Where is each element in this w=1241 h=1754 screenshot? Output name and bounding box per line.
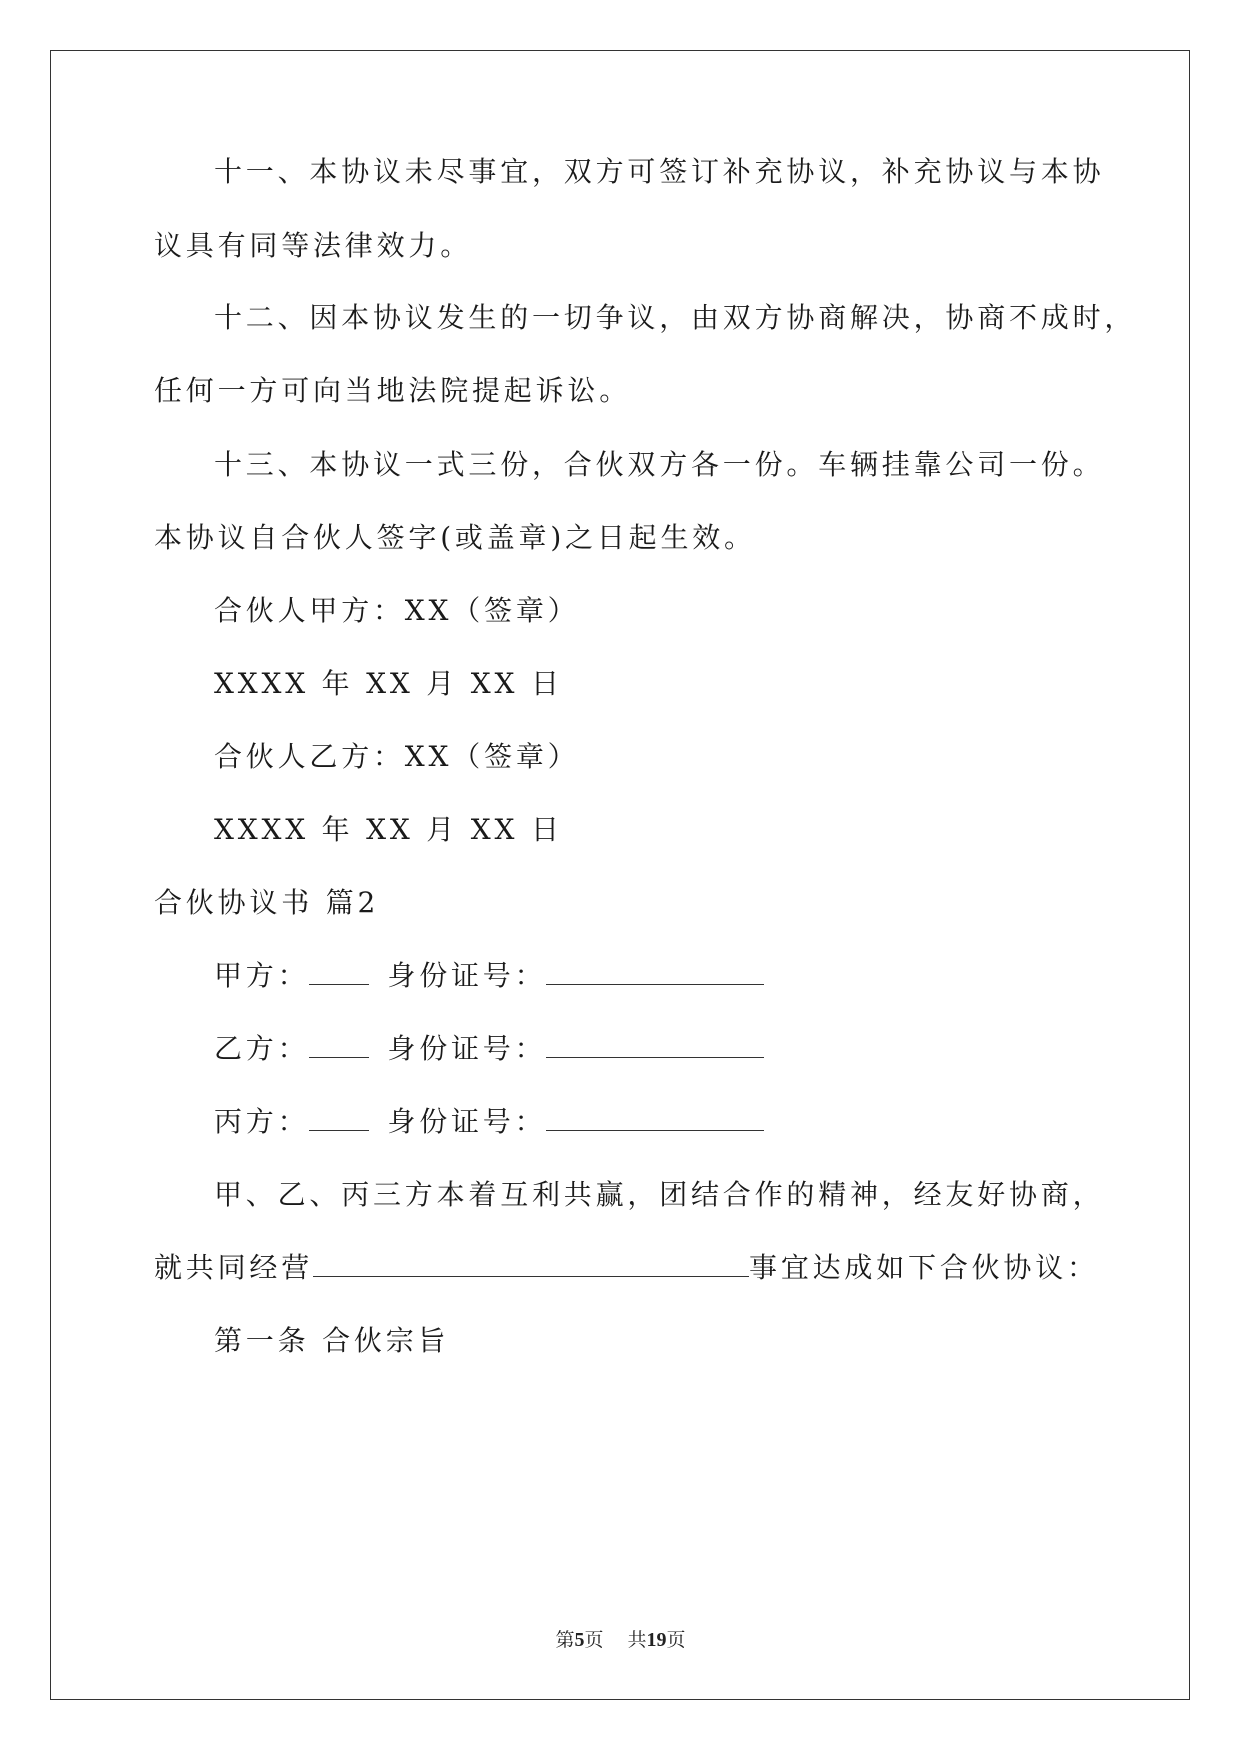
page-border (50, 50, 1190, 1700)
party-a-label: 甲方： (214, 959, 310, 992)
signature-date-b: XXXX 年 XX 月 XX 日 (214, 813, 563, 846)
page-suffix: 页 (584, 1629, 604, 1651)
party-c-name-blank (309, 1110, 369, 1131)
signature-party-b: 合伙人乙方：XX（签章） (214, 740, 580, 773)
party-a-id-blank (546, 964, 764, 985)
total-prefix: 共 (627, 1629, 647, 1651)
party-b-row (214, 1032, 1154, 1065)
party-b-name-blank (309, 1037, 369, 1058)
page-number: 5 (574, 1629, 585, 1651)
article-1-heading: 第一条 合伙宗旨 (214, 1324, 450, 1357)
clause-13-line-1: 十三、本协议一式三份，合伙双方各一份。车辆挂靠公司一份。 (214, 448, 1105, 481)
total-suffix: 页 (666, 1629, 686, 1651)
signature-party-a: 合伙人甲方：XX（签章） (214, 594, 580, 627)
intro-prefix: 就共同经营 (154, 1251, 314, 1284)
signature-date-a: XXXX 年 XX 月 XX 日 (214, 667, 563, 700)
total-pages: 19 (646, 1629, 667, 1651)
party-c-label: 丙方： (214, 1105, 310, 1138)
clause-12-line-2: 任何一方可向当地法院提起诉讼。 (154, 374, 632, 407)
party-a-id-label: 身份证号： (387, 959, 547, 992)
clause-13-line-2: 本协议自合伙人签字(或盖章)之日起生效。 (154, 521, 756, 554)
clause-11-line-1: 十一、本协议未尽事宜，双方可签订补充协议，补充协议与本协 (214, 155, 1105, 188)
party-c-id-blank (546, 1110, 764, 1131)
clause-12-line-1: 十二、因本协议发生的一切争议，由双方协商解决，协商不成时， (214, 301, 1137, 334)
party-b-id-label: 身份证号： (387, 1032, 547, 1065)
party-a-name-blank (309, 964, 369, 985)
intro-line-2 (154, 1251, 1099, 1284)
page-prefix: 第 (555, 1629, 575, 1651)
party-c-row (214, 1105, 1154, 1138)
intro-suffix: 事宜达成如下合伙协议： (749, 1251, 1099, 1284)
business-blank (313, 1256, 749, 1277)
clause-11-line-2: 议具有同等法律效力。 (154, 229, 473, 262)
intro-line-1: 甲、乙、丙三方本着互利共赢，团结合作的精神，经友好协商， (214, 1178, 1105, 1211)
party-c-id-label: 身份证号： (387, 1105, 547, 1138)
party-b-id-blank (546, 1037, 764, 1058)
party-a-row (214, 959, 1154, 992)
page-footer (0, 1630, 1241, 1650)
section-heading: 合伙协议书 篇2 (154, 886, 380, 919)
party-b-label: 乙方： (214, 1032, 310, 1065)
